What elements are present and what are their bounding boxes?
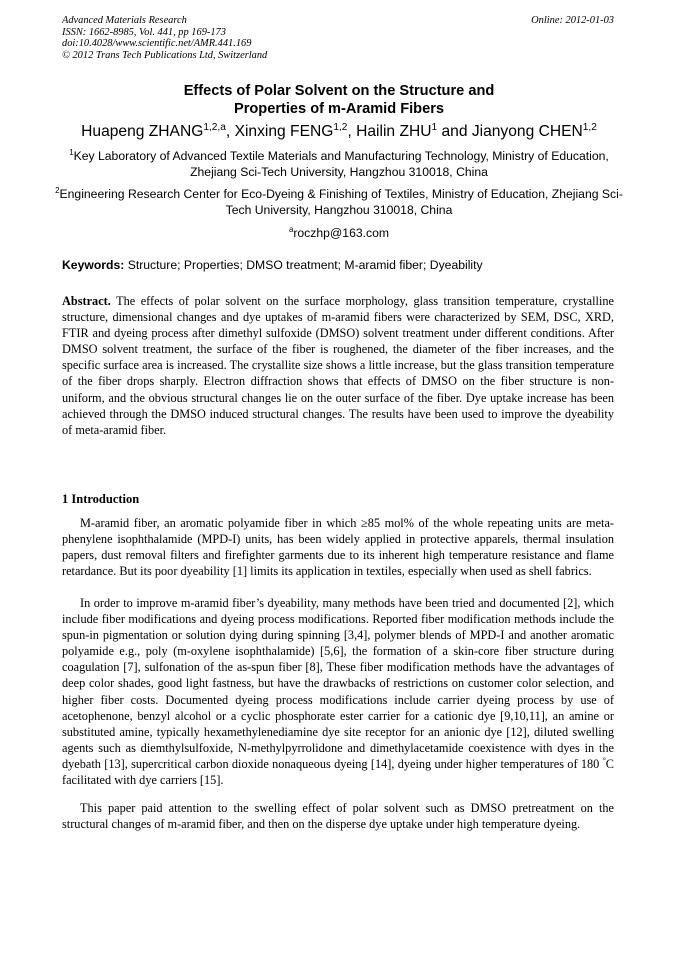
- title-line-2: Properties of m-Aramid Fibers: [233, 101, 445, 117]
- paper-title: [50, 82, 628, 118]
- affiliation-2: [50, 187, 628, 218]
- title-line-1: Effects of Polar Solvent on the Structure and: [183, 83, 495, 99]
- abstract: [62, 293, 614, 438]
- intro-p2-text: In order to improve m-aramid fiber’s dyeability, many methods have been tried and documented [2], which include fiber modifications and dyeing process modifications. Reported fiber modification methods include the spun-in pigmentation or solution dying during spinning [3,4], polymer blends of MPD-I and another aromatic polyamide e.g., poly (m-oxylene isophthalamide) [5,6], the formation of a skin-core fiber structure during coagulation [7], sulfonation of the as-spun fiber [8], These fiber modification methods have the advantages of deep color shades, good light fastness, but have the drawbacks of restrictions on customer color selection, and higher fiber costs. Documented dyeing process modifications include carrier dyeing process by use of acetophenone, benzyl alcohol or a cyclic phosphorate ester carrier for a cationic dye [9,10,11], an amine or substituted amine, typically hexamethylenediamine dye site receptor for an anionic dye [12], diluted swelling agents such as diemthylsulfoxide, N-methylpyrrolidone and dimethylacetamide coexistence with dyes in the dyebath [13], supercritical carbon dioxide nonaqueous dyeing [14], dyeing under higher temperatures of 180: [62, 596, 614, 771]
- author-separator: ,: [225, 123, 235, 140]
- degree-sign: °: [602, 755, 606, 765]
- keywords-text: Structure; Properties; DMSO treatment; M-aramid fiber; Dyeability: [124, 258, 483, 272]
- author-name: Hailin ZHU: [356, 123, 432, 140]
- author-sup: 1: [431, 121, 438, 133]
- affiliation-1: [50, 149, 628, 180]
- online-date: Online: 2012-01-03: [531, 15, 614, 26]
- author-name: Huapeng ZHANG: [81, 123, 204, 140]
- doi-line: doi:10.4028/www.scientific.net/AMR.441.169: [62, 38, 252, 50]
- author-email: [50, 226, 628, 240]
- author-name: Jianyong CHEN: [471, 123, 583, 140]
- affiliation-sup: 1: [69, 147, 74, 157]
- affiliation-text: Key Laboratory of Advanced Textile Materials and Manufacturing Technology, Ministry of Education, Zhejiang Sci-Tech University, Hangzhou 310018, China: [73, 149, 609, 179]
- email-text: roczhp@163.com: [293, 226, 390, 241]
- intro-paragraph-2: [62, 595, 614, 788]
- author-separator: ,: [347, 123, 357, 140]
- copyright-line: © 2012 Trans Tech Publications Ltd, Switzerland: [62, 49, 268, 61]
- section-heading-introduction: 1 Introduction: [62, 492, 140, 506]
- intro-paragraph-3: This paper paid attention to the swelling effect of polar solvent such as DMSO pretreatment on the structural changes of m-aramid fiber, and then on the disperse dye uptake under high temperature dyeing.: [62, 801, 614, 832]
- author-name: Xinxing FENG: [234, 123, 334, 140]
- affiliation-sup: 2: [55, 186, 60, 196]
- intro-p2-text-end: C facilitated with dye carriers [15].: [62, 756, 614, 788]
- issn-line: ISSN: 1662-8985, Vol. 441, pp 169-173: [62, 26, 226, 38]
- author-sup: 1,2,a: [203, 121, 226, 133]
- journal-name: Advanced Materials Research: [62, 15, 187, 26]
- keywords: [62, 258, 622, 272]
- author-sup: 1,2: [582, 121, 597, 133]
- author-separator: and: [437, 123, 472, 140]
- abstract-text: The effects of polar solvent on the surface morphology, glass transition temperature, crystalline structure, dimensional changes and dye uptakes of m-aramid fibers were characterized by SEM, DSC, XRD, FTIR and dyeing process after dimethyl sulfoxide (DMSO) solvent treatment under different conditions. After DMSO solvent treatment, the surface of the fiber is roughened, the diameter of the fiber increases, and the specific surface area is increased. The crystallite size shows a little increase, but the glass transition temperature of the fiber drops sharply. Electron diffraction shows that effects of DMSO on the fiber structure is non-uniform, and the obvious structural changes lie on the outer surface of the fiber. Dye uptake increase has been achieved through the DMSO induced structural changes. The results have been used to improve the dyeability of meta-aramid fiber.: [62, 294, 614, 437]
- email-sup: a: [288, 225, 294, 235]
- author-list: [50, 122, 628, 142]
- author-sup: 1,2: [333, 121, 348, 133]
- abstract-label: Abstract.: [62, 294, 111, 308]
- keywords-label: Keywords:: [62, 258, 125, 272]
- title-block: [50, 82, 628, 240]
- intro-paragraph-1: M-aramid fiber, an aromatic polyamide fiber in which ≥85 mol% of the whole repeating units are meta-phenylene isophthalamide (MPD-I) units, has been widely applied in protective apparels, thermal insulation papers, dust removal filters and firefighter garments due to its inherent high temperature resistance and flame retardance. But its poor dyeability [1] limits its application in textiles, especially when used as shell fabrics.: [62, 516, 614, 579]
- journal-header: [62, 15, 614, 61]
- affiliation-text: Engineering Research Center for Eco-Dyeing & Finishing of Textiles, Ministry of Education, Zhejiang Sci-Tech University, Hangzhou 310018, China: [59, 187, 623, 217]
